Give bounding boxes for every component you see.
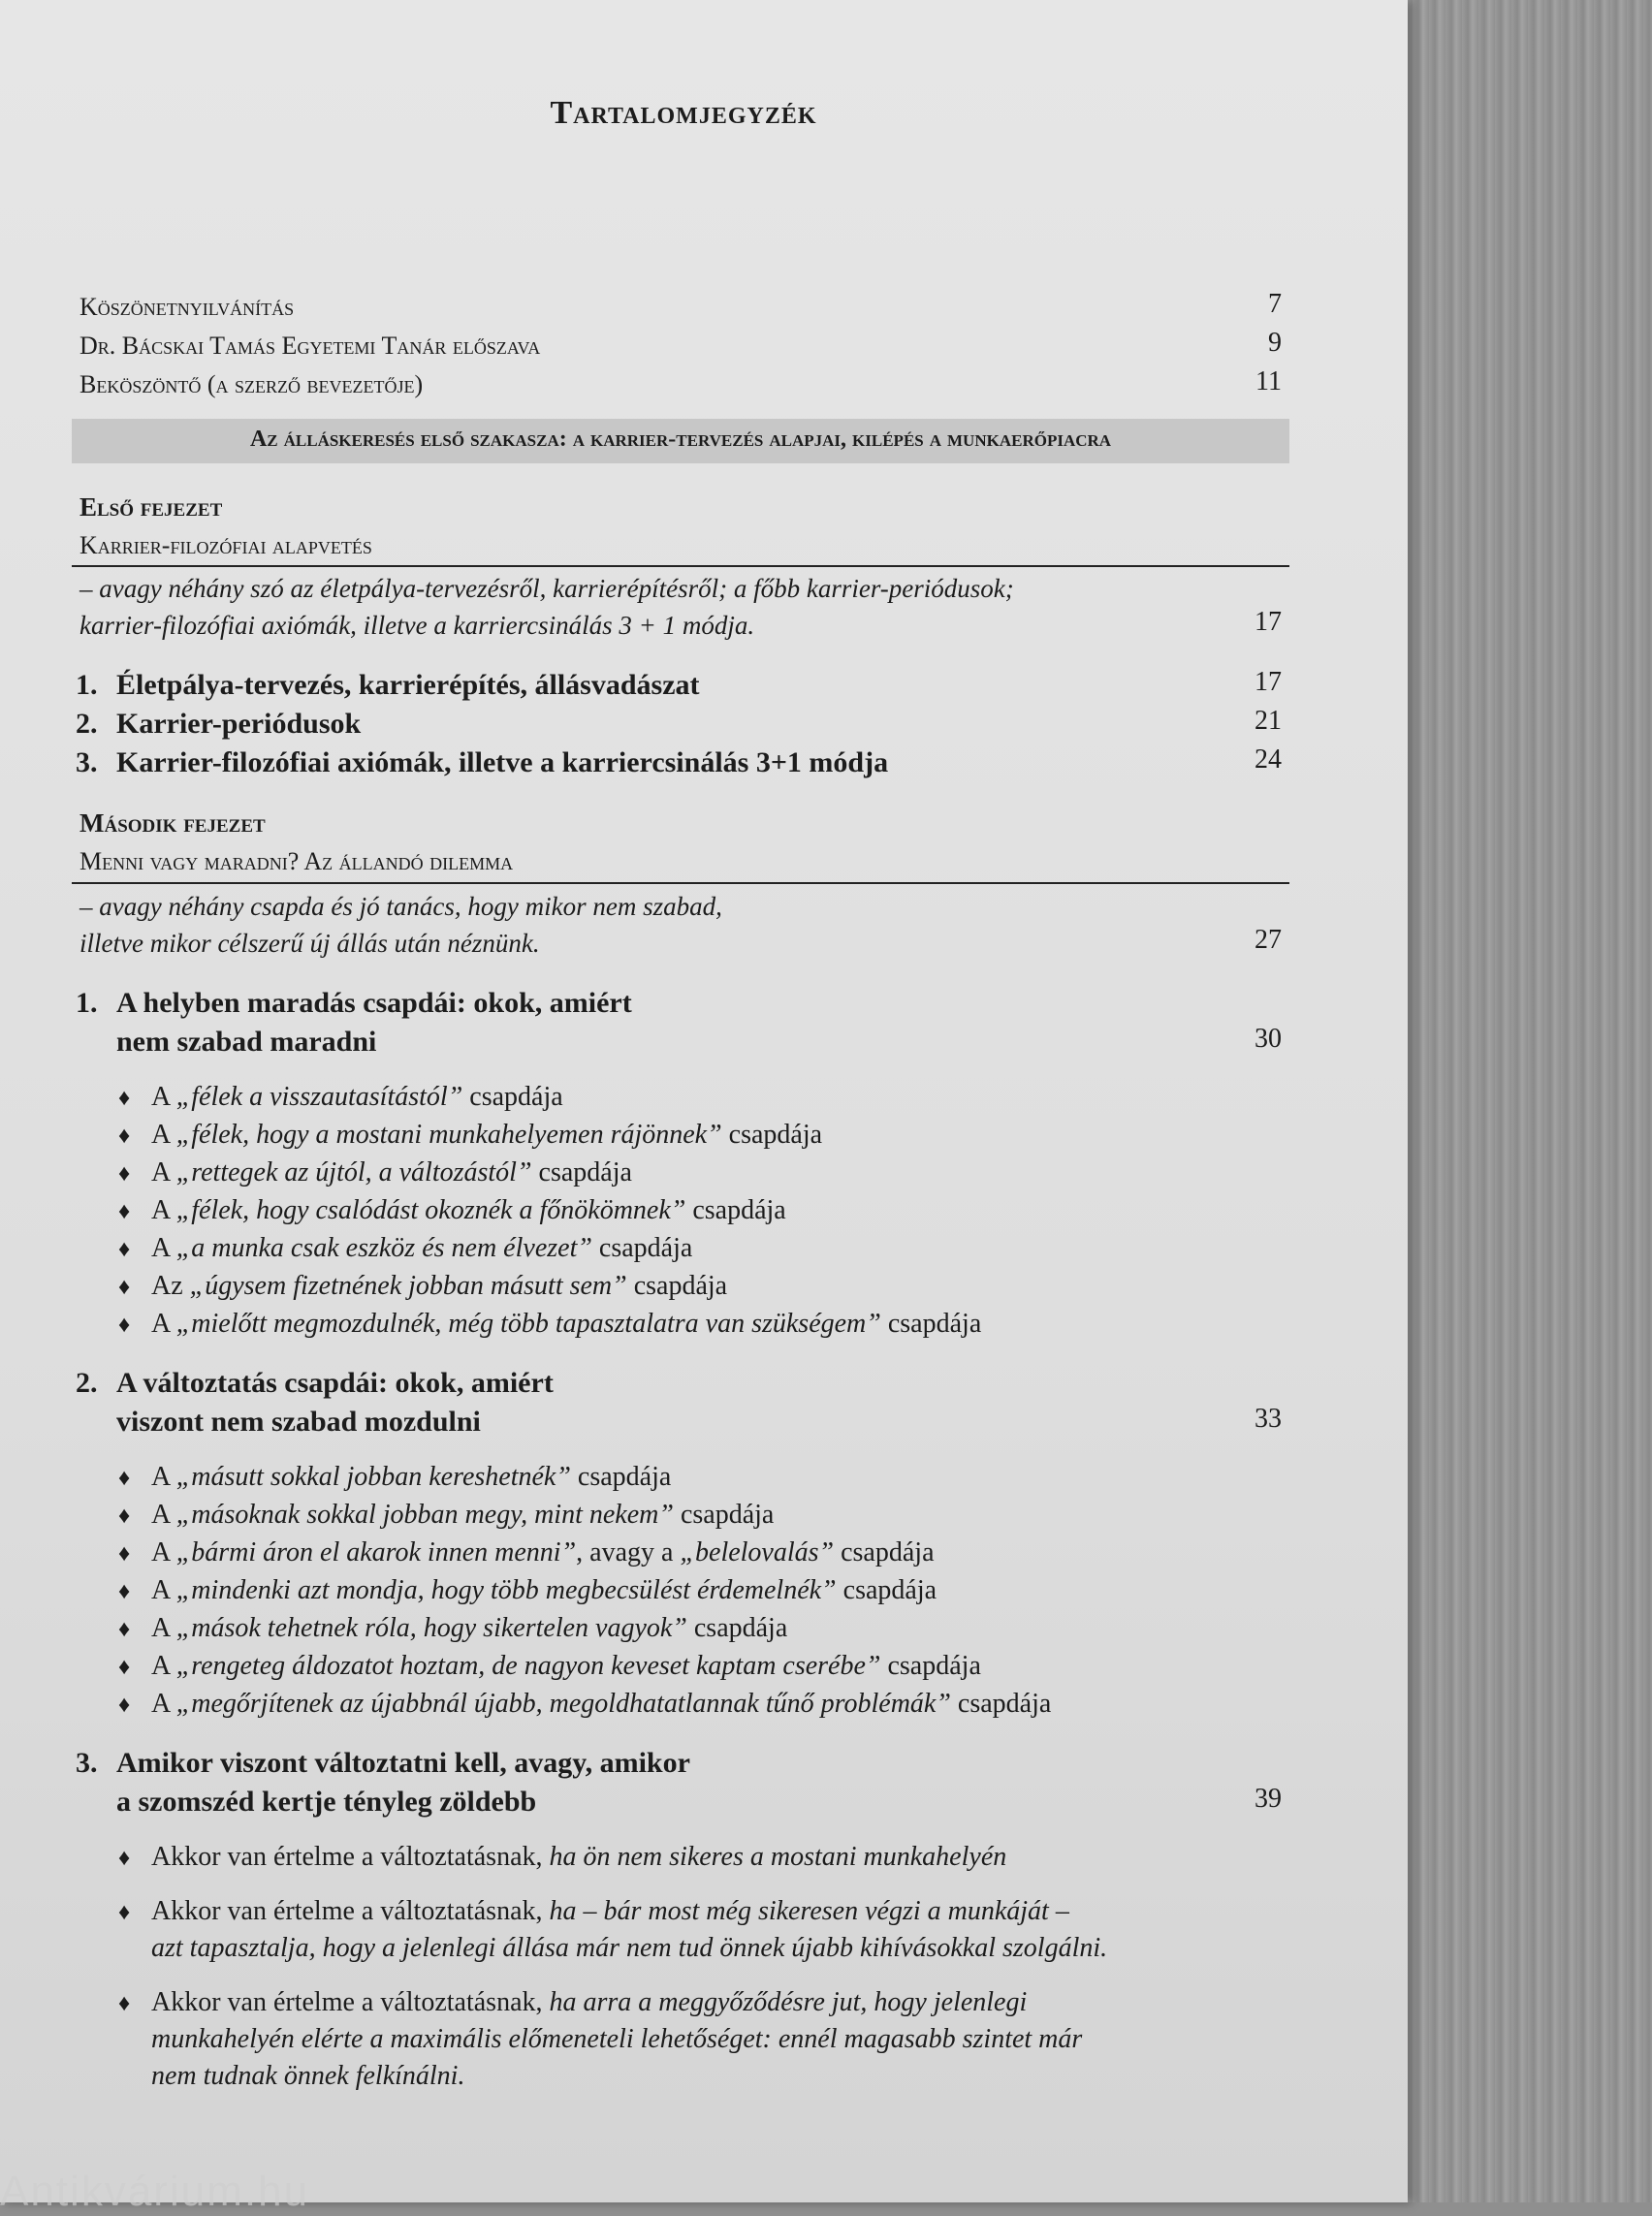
section-entry — [76, 987, 632, 1020]
watermark-text: Antikvárium.hu — [0, 2168, 310, 2215]
diamond-icon: ♦ — [118, 1237, 131, 1262]
part-heading: Az álláskeresés első szakasza: a karrier-tervezés alapjai, kilépés a munkaerőpiacra — [249, 427, 1112, 452]
diamond-icon: ♦ — [118, 1124, 131, 1149]
section-label-cont: a szomszéd kertje tényleg zöldebb — [116, 1786, 537, 1818]
section-label: Életpálya-tervezés, karrierépítés, állásvadászat — [116, 669, 700, 701]
chapter-rule — [72, 882, 1289, 884]
diamond-icon: ♦ — [118, 1900, 131, 1925]
section-label-cont: nem szabad maradni — [116, 1026, 377, 1058]
page-title: Tartalomjegyzék — [550, 95, 817, 131]
bullet-item: ♦ A „félek a visszautasítástól” csapdája — [118, 1082, 563, 1112]
bullet-item: ♦ A „bármi áron el akarok innen menni”, avagy a „belelovalás” csapdája — [118, 1537, 935, 1567]
section-label: Karrier-periódusok — [116, 708, 362, 740]
diamond-icon: ♦ — [118, 1655, 131, 1680]
toc-entry-label: Dr. Bácskai Tamás Egyetemi Tanár előszava — [79, 332, 541, 360]
bullet-item: ♦ A „másoknak sokkal jobban megy, mint nekem” csapdája — [118, 1500, 775, 1530]
chapter-title: Karrier-filozófiai alapvetés — [79, 531, 372, 559]
diamond-icon: ♦ — [118, 1086, 131, 1111]
diamond-icon: ♦ — [118, 1466, 131, 1491]
bullet-item: ♦ A „félek, hogy a mostani munkahelyemen rájönnek” csapdája — [118, 1120, 823, 1150]
bullet-item: ♦ A „rettegek az újtól, a változástól” csapdája — [118, 1157, 632, 1187]
chapter-description: – avagy néhány szó az életpálya-tervezésről, karrierépítésről; a főbb karrier-periódusok; — [79, 574, 1014, 603]
toc-entry-label: Köszönetnyilvánítás — [79, 293, 295, 321]
section-page: 21 — [1255, 706, 1282, 736]
chapter-rule — [72, 565, 1289, 567]
section-entry — [76, 746, 888, 779]
chapter-number: Második fejezet — [79, 808, 266, 838]
bullet-item: ♦ A „a munka csak eszköz és nem élvezet” csapdája — [118, 1233, 693, 1263]
chapter-number: Első fejezet — [79, 492, 223, 522]
diamond-icon: ♦ — [118, 1991, 131, 2016]
section-label: A helyben maradás csapdái: okok, amiért — [116, 987, 632, 1019]
chapter-description: – avagy néhány csapda és jó tanács, hogy mikor nem szabad, — [79, 892, 722, 921]
bullet-item: ♦ A „félek, hogy csalódást okoznék a főnökömnek” csapdája — [118, 1195, 786, 1225]
bullet-item: ♦ Az „úgysem fizetnének jobban másutt sem” csapdája — [118, 1271, 728, 1301]
bullet-item-cont: nem tudnak önnek felkínálni. — [151, 2061, 465, 2091]
bullet-item: ♦ A „mielőtt megmozdulnék, még több tapasztalatra van szükségem” csapdája — [118, 1309, 982, 1339]
chapter-description: karrier-filozófiai axiómák, illetve a karriercsinálás 3 + 1 módja. — [79, 611, 755, 640]
section-entry — [76, 1747, 690, 1780]
bullet-item: ♦ A „rengeteg áldozatot hoztam, de nagyon keveset kaptam cserébe” csapdája — [118, 1651, 981, 1681]
section-label: Karrier-filozófiai axiómák, illetve a karriercsinálás 3+1 módja — [116, 746, 889, 778]
diamond-icon: ♦ — [118, 1617, 131, 1642]
bullet-item: ♦ A „mindenki azt mondja, hogy több megbecsülést érdemelnék” csapdája — [118, 1575, 937, 1605]
bullet-item: ♦ Akkor van értelme a változtatásnak, ha – bár most még sikeresen végzi a munkáját – — [118, 1896, 1069, 1926]
toc-entry-page: 9 — [1268, 328, 1282, 358]
section-entry — [76, 669, 700, 702]
section-page: 33 — [1255, 1404, 1282, 1434]
chapter-page: 17 — [1255, 607, 1282, 637]
chapter-title: Menni vagy maradni? Az állandó dilemma — [79, 847, 514, 875]
toc-entry-page: 11 — [1255, 366, 1282, 396]
section-page: 30 — [1255, 1024, 1282, 1054]
diamond-icon: ♦ — [118, 1846, 131, 1871]
section-label: Amikor viszont változtatni kell, avagy, amikor — [116, 1747, 690, 1779]
bullet-item: ♦ Akkor van értelme a változtatásnak, ha arra a meggyőződésre jut, hogy jelenlegi — [118, 1987, 1028, 2017]
section-number: 1. — [76, 669, 98, 701]
diamond-icon: ♦ — [118, 1504, 131, 1529]
diamond-icon: ♦ — [118, 1275, 131, 1300]
diamond-icon: ♦ — [118, 1579, 131, 1604]
diamond-icon: ♦ — [118, 1199, 131, 1224]
diamond-icon: ♦ — [118, 1693, 131, 1718]
toc-entry-label: Beköszöntő (a szerző bevezetője) — [79, 370, 424, 398]
section-page: 17 — [1255, 667, 1282, 697]
chapter-description: illetve mikor célszerű új állás után néznünk. — [79, 929, 540, 958]
section-number: 2. — [76, 1367, 98, 1399]
chapter-page: 27 — [1255, 925, 1282, 955]
section-entry — [76, 708, 361, 741]
section-label-cont: viszont nem szabad mozdulni — [116, 1406, 481, 1438]
section-number: 1. — [76, 987, 98, 1019]
bullet-item-cont: munkahelyén elérte a maximális előmeneteli lehetőséget: ennél magasabb szintet már — [151, 2024, 1083, 2054]
diamond-icon: ♦ — [118, 1161, 131, 1187]
bullet-item: ♦ A „megőrjítenek az újabbnál újabb, megoldhatatlannak tűnő problémák” csapdája — [118, 1689, 1052, 1719]
bullet-item: ♦ Akkor van értelme a változtatásnak, ha ön nem sikeres a mostani munkahelyén — [118, 1842, 1007, 1872]
toc-entry-page: 7 — [1268, 289, 1282, 319]
section-number: 3. — [76, 746, 98, 778]
bullet-item-cont: azt tapasztalja, hogy a jelenlegi állása már nem tud önnek újabb kihívásokkal szolgálni. — [151, 1933, 1108, 1963]
section-number: 2. — [76, 708, 98, 740]
diamond-icon: ♦ — [118, 1313, 131, 1338]
diamond-icon: ♦ — [118, 1541, 131, 1567]
bullet-item: ♦ A „mások tehetnek róla, hogy sikertelen vagyok” csapdája — [118, 1613, 788, 1643]
section-number: 3. — [76, 1747, 98, 1779]
section-page: 24 — [1255, 744, 1282, 775]
section-entry — [76, 1367, 554, 1400]
bullet-item: ♦ A „másutt sokkal jobban kereshetnék” csapdája — [118, 1462, 672, 1492]
part-heading-band — [72, 419, 1289, 463]
background-surface — [1396, 0, 1652, 2202]
section-label: A változtatás csapdái: okok, amiért — [116, 1367, 554, 1399]
section-page: 39 — [1255, 1784, 1282, 1814]
